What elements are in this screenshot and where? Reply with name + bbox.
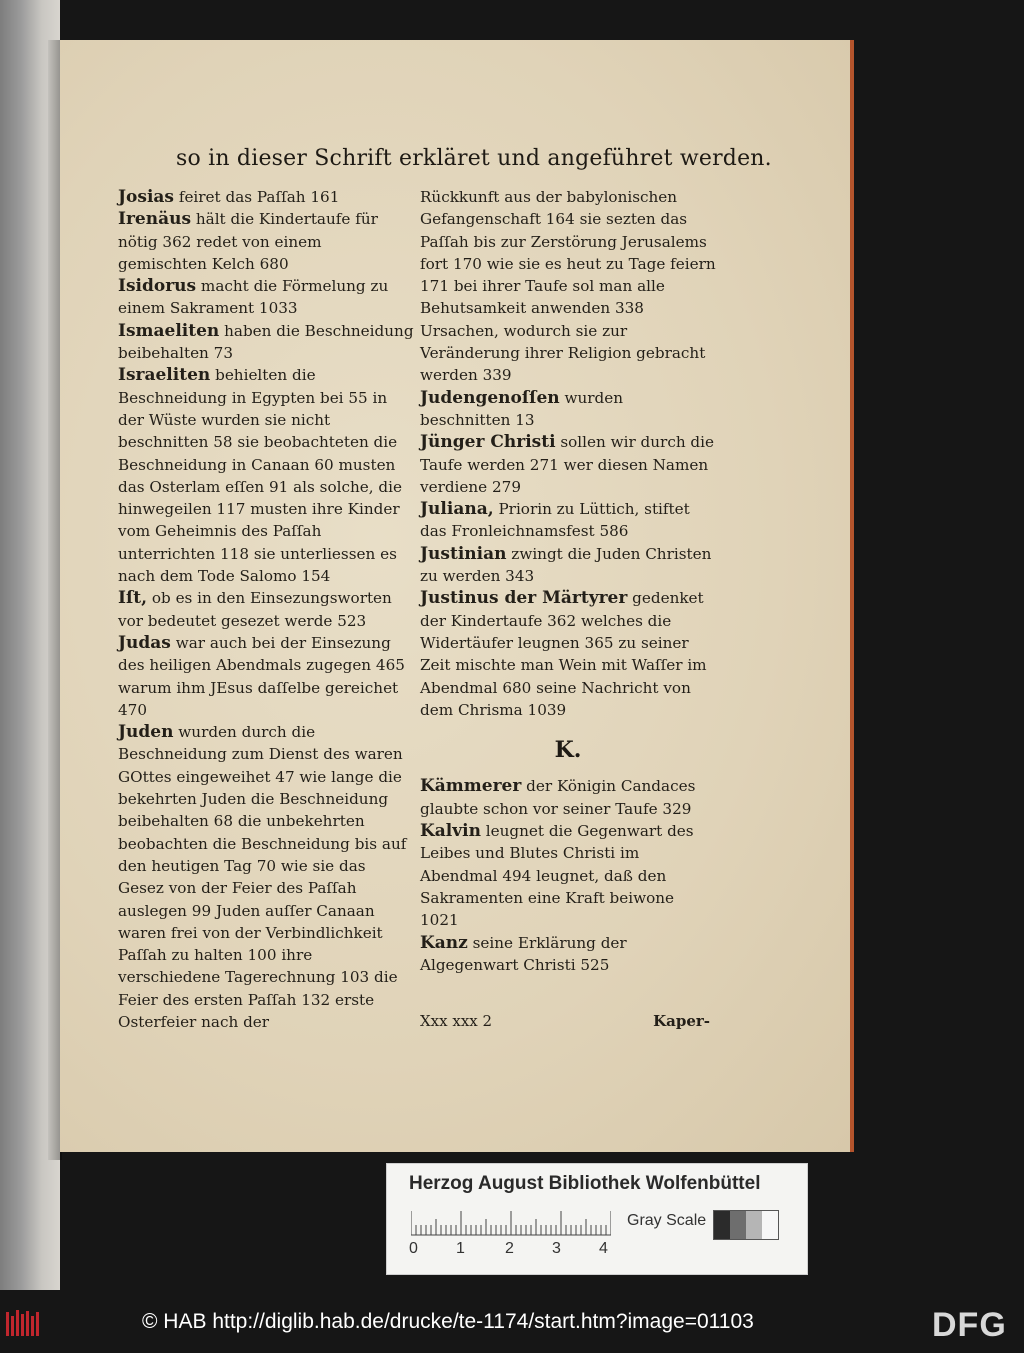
section-letter: K. [554, 737, 582, 764]
swatch-black [714, 1211, 730, 1239]
running-head: so in dieser Schrift erkläret und angeführet werden. [176, 146, 772, 171]
entry-text: zwingt die Juden Christen zu werden 343 [420, 544, 712, 586]
index-entry [420, 587, 716, 721]
index-entry [118, 275, 414, 320]
swatch-light-gray [746, 1211, 762, 1239]
entry-keyword: Judas [118, 632, 171, 653]
entry-text: wurden durch die Beschneidung zum Dienst des waren GOttes eingeweihet 47 wie lange die bekehrten Juden die Beschneidung beibehalten 68 die unbekehrten beobachten die Beschneidung bis auf den heutigen Tag 70 wie sie das Gesez von der Feier des Paſſah auslegen 99 Juden auſſer Canaan waren frei von der Verbindlichkeit Paſſah zu halten 100 ihre verschiedene Tagerechnung 103 die Feier des ersten Paſſah 132 erste Osterfeier nach der [118, 723, 407, 1031]
gray-scale-swatches [713, 1210, 779, 1240]
entry-keyword: Juliana, [420, 499, 494, 520]
index-entry [118, 632, 414, 721]
entry-text: hält die Kindertaufe für nötig 362 redet von einem gemischten Kelch 680 [118, 210, 378, 273]
index-entry [420, 820, 716, 931]
entry-keyword: Judengenoſſen [420, 387, 560, 408]
entry-keyword: Kämmerer [420, 776, 522, 797]
entry-text: seine Erklärung der Algegenwart Christi 525 [420, 933, 627, 974]
entry-keyword: Jünger Christi [420, 432, 556, 453]
entry-text: war auch bei der Einsezung des heiligen Abendmals zugegen 465 warum ihm JEsus daſſelbe gereichet 470 [118, 633, 405, 719]
library-name: Herzog August Bibliothek Wolfenbüttel [409, 1173, 761, 1194]
entry-text: ob es in den Einsezungsworten vor bedeutet gesezet werde 523 [118, 589, 392, 630]
index-entry [420, 543, 716, 588]
index-entry [420, 186, 716, 387]
entry-text: feiret das Paſſah 161 [174, 188, 340, 206]
entry-keyword: Juden [118, 722, 174, 743]
index-entry [118, 186, 414, 208]
swatch-dark-gray [730, 1211, 746, 1239]
index-column-left [118, 186, 414, 1033]
hab-logo-icon [4, 1308, 44, 1340]
scale-number: 3 [552, 1240, 561, 1257]
scale-ruler [411, 1210, 611, 1236]
scale-number: 1 [456, 1240, 465, 1257]
entry-text: der Königin Candaces glaubte schon vor seiner Taufe 329 [420, 777, 696, 818]
scale-number: 0 [409, 1240, 418, 1257]
index-entry [420, 932, 716, 977]
ruler-ticks [411, 1210, 611, 1236]
index-entry [420, 431, 716, 498]
entry-keyword: Kalvin [420, 821, 481, 842]
entry-text: Rückkunft aus der babylonischen Gefangenschaft 164 sie sezten das Paſſah bis zur Zerstörung Jerusalems fort 170 wie sie es heut zu Tage feiern 171 bei ihrer Taufe sol man alle Behutsamkeit anwenden 338 Ursachen, wodurch sie zur Veränderung ihrer Religion gebracht werden 339 [420, 188, 716, 385]
entry-text: macht die Förmelung zu einem Sakrament 1033 [118, 277, 389, 318]
dfg-logo: DFG [932, 1306, 1007, 1344]
index-entry [420, 387, 716, 432]
entry-text: sollen wir durch die Taufe werden 271 wer diesen Namen verdiene 279 [420, 433, 714, 496]
entry-text: gedenket der Kindertaufe 362 welches die Widertäufer leugnen 365 zu seiner Zeit mischte man Wein mit Waſſer im Abendmal 680 seine Nachricht von dem Chrisma 1039 [420, 589, 707, 719]
entry-keyword: Justinus der Märtyrer [420, 588, 628, 609]
index-entry [118, 364, 414, 587]
entry-keyword: Ismaeliten [118, 320, 220, 341]
index-entry [118, 208, 414, 275]
entry-keyword: Israeliten [118, 365, 211, 386]
index-entry [118, 721, 414, 1033]
swatch-white [762, 1211, 778, 1239]
gray-scale-label: Gray Scale [627, 1212, 707, 1229]
entry-text: haben die Beschneidung beibehalten 73 [118, 321, 414, 363]
signature-mark: Xxx xxx 2 [420, 1012, 493, 1030]
entry-keyword: Josias [118, 187, 174, 207]
scale-number: 4 [599, 1240, 608, 1257]
viewer-footer [0, 1296, 1024, 1353]
entry-keyword: Isidorus [118, 276, 197, 297]
copyright-url: © HAB http://diglib.hab.de/drucke/te-1174/start.htm?image=01103 [142, 1310, 754, 1333]
entry-keyword: Iſt, [118, 588, 148, 609]
entry-text: wurden beschnitten 13 [420, 388, 624, 429]
entry-text: behielten die Beschneidung in Egypten bei 55 in der Wüste wurden sie nicht beschnitten 58 sie beobachteten die Beschneidung in Canaan 60 musten das Osterlam eſſen 91 als solche, die hinwegeilen 117 musten ihre Kinder vom Geheimnis des Paſſah unterrichten 118 sie unterliessen es nach dem Tode Salomo 154 [118, 366, 402, 586]
catchword: Kaper- [653, 1012, 710, 1030]
index-entry [118, 587, 414, 632]
entry-text: Priorin zu Lüttich, stiftet das Fronleichnamsfest 586 [420, 500, 690, 541]
scale-number: 2 [505, 1240, 514, 1257]
library-label [386, 1163, 808, 1275]
entry-keyword: Kanz [420, 932, 468, 953]
index-entry [118, 320, 414, 365]
entry-text: leugnet die Gegenwart des Leibes und Blutes Christi im Abendmal 494 leugnet, daß den Sakramenten eine Kraft beiwone 1021 [420, 822, 694, 930]
entry-keyword: Justinian [420, 543, 507, 564]
index-entry [420, 498, 716, 543]
index-column-right [420, 186, 716, 976]
entry-keyword: Irenäus [118, 209, 192, 230]
index-entry [420, 775, 716, 820]
